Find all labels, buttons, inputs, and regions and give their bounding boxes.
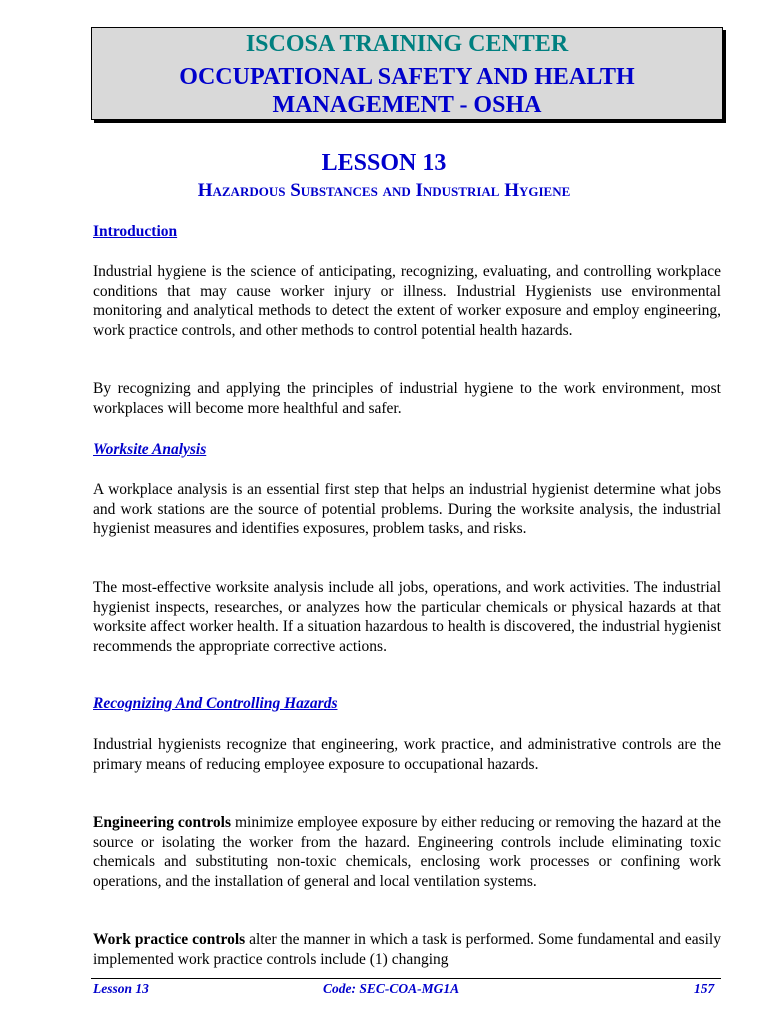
introduction-paragraph-2: By recognizing and applying the principles of industrial hygiene to the work environment, most workplaces will become more healthful and safer. xyxy=(93,380,721,417)
course-title-line2: MANAGEMENT - OSHA xyxy=(272,92,542,118)
introduction-heading: Introduction xyxy=(93,223,178,240)
footer-code: Code: SEC-COA-MG1A xyxy=(323,981,460,996)
worksite-paragraph-2: The most-effective worksite analysis include all jobs, operations, and work activities. The industrial hygienist inspects, researches, or analyzes how the particular chemicals or physical hazards at that worksite affect worker health. If a situation hazardous to health is discovered, the industrial hygienist recommends the appropriate corrective actions. xyxy=(93,579,721,655)
lesson-subtitle: Hazardous Substances and Industrial Hygiene xyxy=(197,180,571,201)
engineering-controls-term: Engineering controls xyxy=(93,814,232,831)
footer-page-number: 157 xyxy=(694,981,715,996)
work-practice-controls-text: alter the manner in which a task is performed. Some fundamental and easily implemented work practice controls include (1) changing xyxy=(93,931,721,968)
recognizing-paragraph-1: Industrial hygienists recognize that engineering, work practice, and administrative controls are the primary means of reducing employee exposure to occupational hazards. xyxy=(93,736,721,773)
worksite-paragraph-1: A workplace analysis is an essential first step that helps an industrial hygienist determine what jobs and work stations are the source of potential problems. During the worksite analysis, the industrial hygienist measures and identifies exposures, problem tasks, and risks. xyxy=(93,481,721,537)
course-title-line1: OCCUPATIONAL SAFETY AND HEALTH xyxy=(179,64,635,90)
work-practice-controls-term: Work practice controls xyxy=(93,931,246,948)
lesson-title: LESSON 13 xyxy=(321,150,447,176)
recognizing-hazards-heading: Recognizing And Controlling Hazards xyxy=(93,695,338,712)
footer-lesson: Lesson 13 xyxy=(93,981,149,996)
work-practice-controls-paragraph xyxy=(93,930,721,969)
introduction-paragraph-1: Industrial hygiene is the science of anticipating, recognizing, evaluating, and controlling workplace conditions that may cause worker injury or illness. Industrial Hygienists use environmental monitoring and analytical methods to detect the extent of worker exposure and employ engineering, work practice controls, and other methods to control potential health hazards. xyxy=(93,263,721,339)
worksite-analysis-heading: Worksite Analysis xyxy=(93,441,207,458)
engineering-controls-text: minimize employee exposure by either reducing or removing the hazard at the source or isolating the worker from the hazard. Engineering controls include eliminating toxic chemicals and substituting non-toxic chemicals, enclosing work processes or confining work operations, and the installation of general and local ventilation systems. xyxy=(93,814,721,890)
footer-divider xyxy=(91,978,721,979)
organization-name: ISCOSA TRAINING CENTER xyxy=(245,31,569,57)
header-box xyxy=(91,27,723,120)
engineering-controls-paragraph xyxy=(93,813,721,891)
